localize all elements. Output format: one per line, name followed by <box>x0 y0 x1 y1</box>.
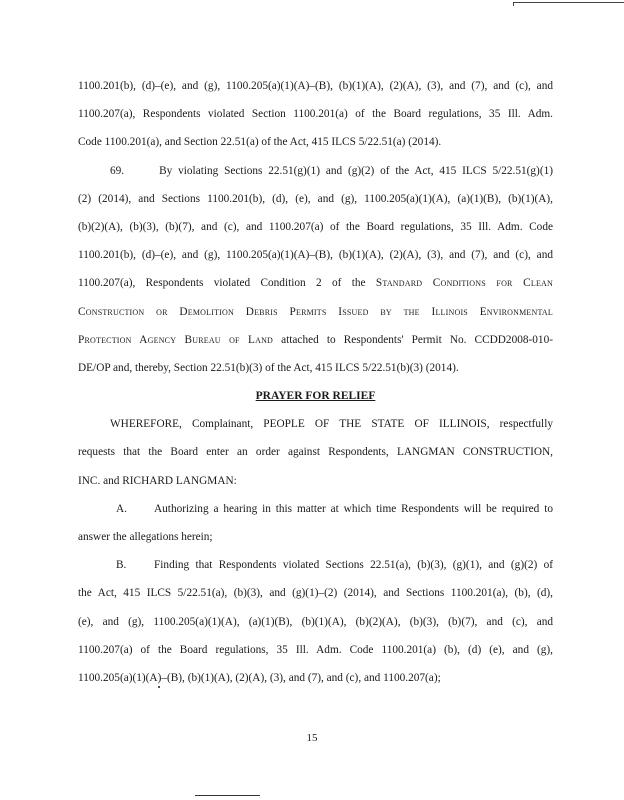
page-number: 15 <box>306 732 318 744</box>
item-b-last-line: 1100.205(a)(1)(A)–(B), (b)(1)(A), (2)(A), (3), and (7), and (c), and 1100.207(a); <box>78 671 441 684</box>
paragraph-69-condition-line <box>78 269 553 297</box>
item-a-letter: A. <box>116 502 127 515</box>
item-b-letter: B. <box>116 559 127 572</box>
prayer-line: requests that the Board enter an order against Respondents, LANGMAN CONSTRUCTION, <box>78 446 553 459</box>
scan-speck <box>158 686 160 688</box>
prayer-heading: PRAYER FOR RELIEF <box>255 390 376 403</box>
paragraph-69-condition-lead: 1100.207(a), Respondents violated Condition 2 of the <box>78 277 366 290</box>
prayer-last-line: INC. and RICHARD LANGMAN: <box>78 474 237 487</box>
paragraph-69-permit-line <box>78 326 553 354</box>
permit-conditions-title-line: Construction or Demolition Debris Permits Issued by the Illinois Environmental <box>78 305 553 318</box>
item-b-first-line <box>78 551 553 579</box>
item-b-line: 1100.207(a) of the Board regulations, 35 Ill. Adm. Code 1100.201(a) (b), (d) (e), and (g), <box>78 643 553 656</box>
document-body <box>78 72 553 692</box>
paragraph-68-line: 1100.201(b), (d)–(e), and (g), 1100.205(a)(1)(A)–(B), (b)(1)(A), (2)(A), (3), and (7), and (c), and <box>78 80 553 92</box>
item-b-line: (e), and (g), 1100.205(a)(1)(A), (a)(1)(B), (b)(1)(A), (b)(2)(A), (b)(3), (b)(7), and (c), and <box>78 615 553 628</box>
agency-bureau-name: Protection Agency Bureau of Land <box>78 333 274 346</box>
item-a-text: Authorizing a hearing in this matter at which time Respondents will be required to <box>154 502 553 515</box>
item-a-last-line: answer the allegations herein; <box>78 531 213 543</box>
paragraph-68-line: Code 1100.201(a), and Section 22.51(a) of the Act, 415 ILCS 5/22.51(a) (2014). <box>78 136 442 149</box>
item-b-line: the Act, 415 ILCS 5/22.51(a), (b)(3), and (g)(1)–(2) (2014), and Sections 1100.201(a), (b), (d), <box>78 587 553 600</box>
paragraph-69-line: (2) (2014), and Sections 1100.201(b), (d), (e), and (g), 1100.205(a)(1)(A), (a)(1)(B), (b)(1)(A), <box>78 192 553 205</box>
permit-conditions-title: Standard Conditions for Clean <box>375 277 553 290</box>
footnote-rule <box>195 795 260 796</box>
paragraph-69-first-line <box>78 157 553 185</box>
paragraph-69-line: (b)(2)(A), (b)(3), (b)(7), and (c), and 1100.207(a) of the Board regulations, 35 Ill. Adm. Code <box>78 220 553 233</box>
paragraph-69-line: 1100.201(b), (d)–(e), and (g), 1100.205(a)(1)(A)–(B), (b)(1)(A), (2)(A), (3), and (7), and (c), and <box>78 249 553 262</box>
prayer-line: WHEREFORE, Complainant, PEOPLE OF THE STATE OF ILLINOIS, respectfully <box>110 418 553 431</box>
item-a-first-line <box>78 495 553 523</box>
paragraph-69-number: 69. <box>110 164 125 177</box>
paragraph-68-line: 1100.207(a), Respondents violated Section 1100.201(a) of the Board regulations, 35 Ill. Adm. <box>78 108 553 121</box>
paragraph-69-last-line: DE/OP and, thereby, Section 22.51(b)(3) of the Act, 415 ILCS 5/22.51(b)(3) (2014). <box>78 361 459 374</box>
scan-edge-mark <box>513 2 624 6</box>
paragraph-69-text: By violating Sections 22.51(g)(1) and (g)(2) of the Act, 415 ILCS 5/22.51(g)(1) <box>159 164 553 177</box>
permit-number-text: attached to Respondents' Permit No. CCDD2008-010- <box>273 333 553 346</box>
item-b-text: Finding that Respondents violated Sections 22.51(a), (b)(3), (g)(1), and (g)(2) of <box>154 559 553 572</box>
